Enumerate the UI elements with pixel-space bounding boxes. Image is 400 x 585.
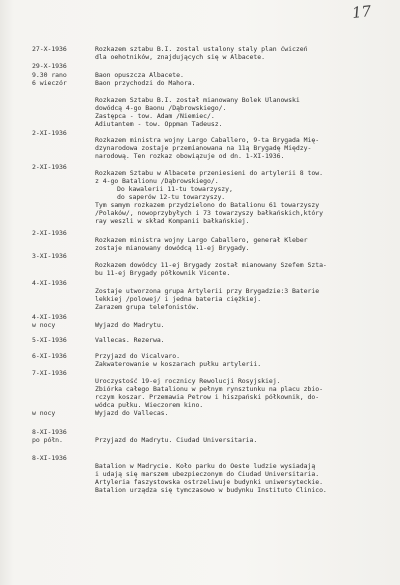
entry-date: 5-XI-1936 <box>32 336 67 344</box>
entry-date: 9.30 rano <box>32 71 67 79</box>
entry-line: bu 11-ej Brygady półkownik Vicente. <box>95 269 231 277</box>
entry-line: dzynarodowa zostaje przemianowana na 11ą Brygadę Między- <box>95 144 312 152</box>
entry-line: Tym samym rozkazem przydzielono do Batalionu 61 towarzyszy <box>95 201 320 209</box>
entry-line: Vallecas. Rezerwa. <box>95 336 165 344</box>
entry-line: Wyjazd do Madrytu. <box>95 321 165 329</box>
entry-date: 4-XI-1936 <box>32 313 67 321</box>
entry-line: Baon przychodzi do Mahora. <box>95 79 196 87</box>
entry-line: z 4-go Batalionu /Dąbrowskiego/. <box>95 177 219 185</box>
entry-date: 7-XI-1936 <box>32 369 67 377</box>
entry-line: /Polaków/, nowoprzybyłych i 73 towarzyszy bałkańskich,który <box>95 209 323 217</box>
entry-line: dowódcą 4-go Baonu /Dąbrowskiego/. <box>95 104 227 112</box>
entry-line: Uroczystość 19-ej rocznicy Rewolucji Rosyjskiej. <box>95 377 281 385</box>
entry-line: Zakwaterowanie w koszarach pułku artylerii. <box>95 360 262 368</box>
entry-line: wódca pułku. Wieczorem kino. <box>95 401 204 409</box>
entry-line: Artyleria faszystowska ostrzeliwuje budynki uniwersyteckie. <box>95 478 323 486</box>
entry-date: 6 wieczór <box>32 79 67 87</box>
entry-date: w nocy <box>32 321 56 329</box>
entry-date: 3-XI-1936 <box>32 252 67 260</box>
entry-date: po półn. <box>32 436 63 444</box>
entry-date: 27-X-1936 <box>32 45 67 53</box>
entry-line: Batalion w Madrycie. Koło parku do Oeste ludzie wysiadają <box>95 462 316 470</box>
entry-line: Rozkazem ministra wojny Largo Caballero, 9-ta Brygada Mię- <box>95 136 320 144</box>
entry-line: zostaje mianowany dowódcą 11-ej Brygady. <box>95 244 250 252</box>
entry-line: Zastępca - tow. Adam /Niemiec/. <box>95 112 215 120</box>
entry-line: rczym koszar. Przemawia Petrow i hiszpański półkownik, do- <box>95 393 320 401</box>
entry-line: Zostaje utworzona grupa Artylerii przy Brygadzie:3 Baterie <box>95 287 320 295</box>
entry-date: 2-XI-1936 <box>32 229 67 237</box>
entry-line: Rozkazem ministra wojny Largo Caballero, generał Kleber <box>95 236 308 244</box>
entry-line: Adiutantem - tow. Oppman Tadeusz. <box>95 120 223 128</box>
entry-line: Wyjazd do Vallecas. <box>95 409 169 417</box>
entry-line: dla oehotników, znajdujących się w Albacete. <box>95 53 265 61</box>
entry-line: ray weszli w skład Kompanii bałkańskiej. <box>95 217 250 225</box>
entry-line: Do kawalerii 11-tu towarzyszy, <box>117 185 233 193</box>
entry-date: 2-XI-1936 <box>32 129 67 137</box>
page-number: 17 <box>351 2 372 22</box>
entry-line: do saperów 12-tu towarzyszy. <box>117 193 226 201</box>
entry-line: Rozkazem dowódcy 11-ej Brygady został mianowany Szefem Szta- <box>95 261 327 269</box>
entry-date: 29-X-1936 <box>32 62 67 70</box>
entry-date: 4-XI-1936 <box>32 279 67 287</box>
entry-line: narodową. Ten rozkaz obowiązuje od dn. 1-XI-1936. <box>95 152 285 160</box>
entry-date: 6-XI-1936 <box>32 352 67 360</box>
entry-date: 8-XI-1936 <box>32 454 67 462</box>
entry-line: Zarazem grupa telefonistów. <box>95 303 200 311</box>
entry-line: Batalion urządza się tymczasowo w budynku Instituto Clinico. <box>95 486 327 494</box>
entry-date: 8-XI-1936 <box>32 428 67 436</box>
entry-line: Przyjazd do Vicalvaro. <box>95 352 180 360</box>
entry-line: Przyjazd do Madrytu. Ciudad Universitaria. <box>95 436 258 444</box>
entry-line: Zbiórka całego Batalionu w pełnym rynsztunku na placu zbio- <box>95 385 323 393</box>
entry-date: w nocy <box>32 409 56 417</box>
entry-date: 2-XI-1936 <box>32 163 67 171</box>
entry-line: Rozkazem Sztabu B.I. został mianowany Bolek Ulanowski <box>95 96 300 104</box>
entry-line: lekkiej /polowej/ i jedna bateria ciężkiej. <box>95 295 262 303</box>
entry-line: i udają się marszem ubezpieczonym do Ciudad Universitaria. <box>95 470 320 478</box>
entry-line: Rozkazem sztabu B.I. zostal ustalony staly plan ćwiczeń <box>95 45 308 53</box>
entry-line: Rozkazem Sztabu w Albacete przeniesieni do artylerii 8 tow. <box>95 169 323 177</box>
entry-line: Baon opuszcza Albacete. <box>95 71 184 79</box>
